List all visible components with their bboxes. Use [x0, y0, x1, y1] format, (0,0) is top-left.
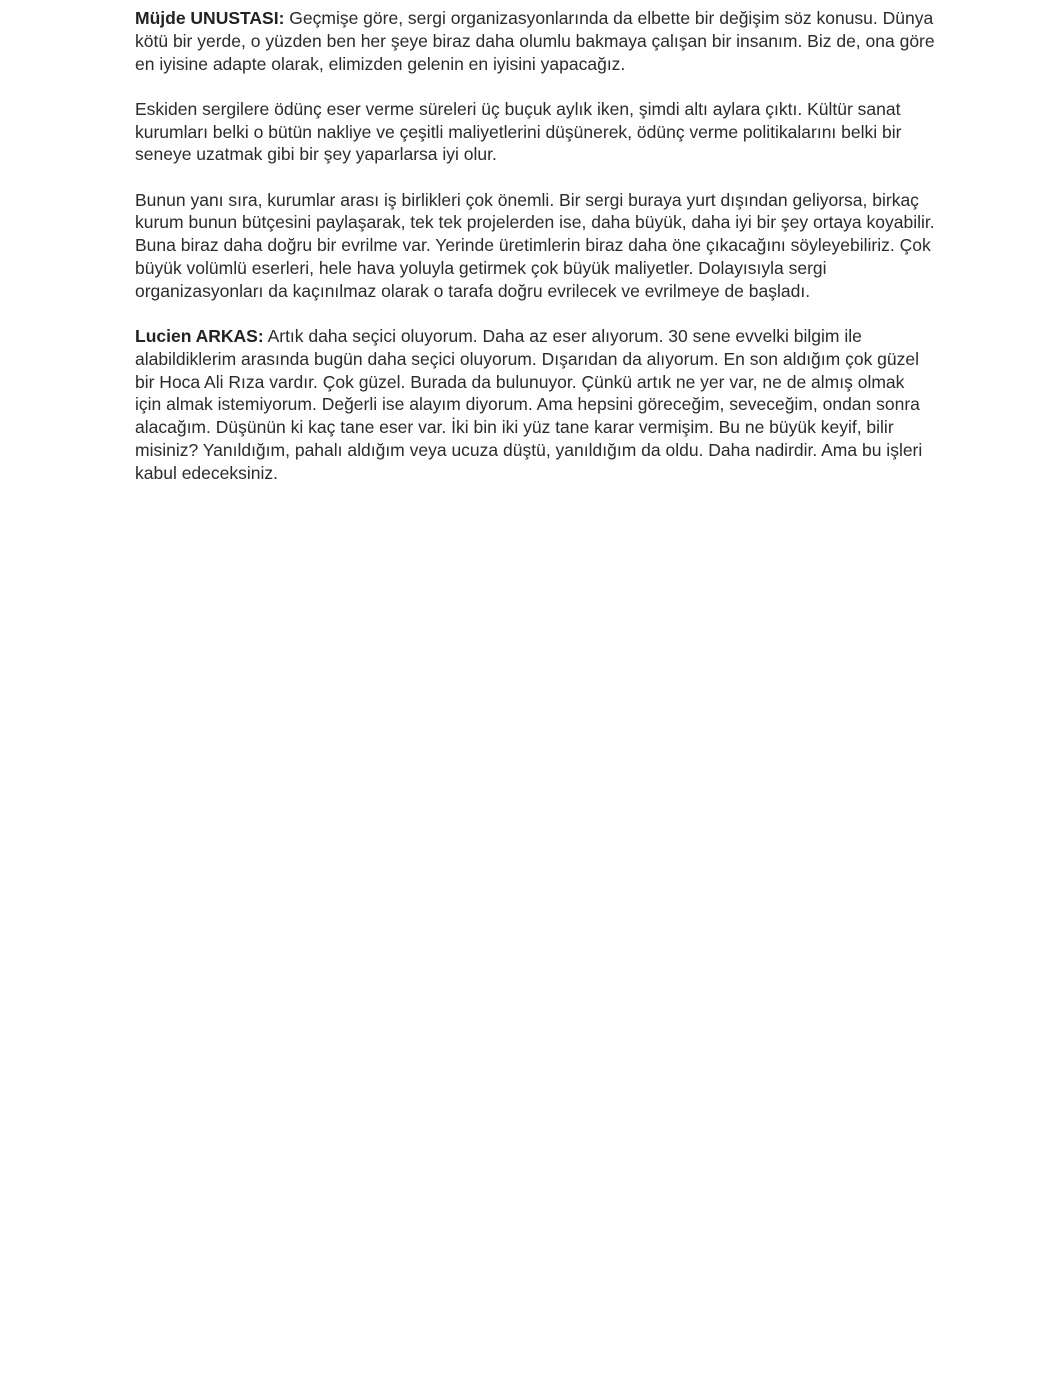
- paragraph-lucien-answer: [135, 325, 935, 485]
- paragraph-text: Eskiden sergilere ödünç eser verme süreleri üç buçuk aylık iken, şimdi altı aylara çıktı. Kültür sanat kurumları belki o bütün nakliye ve çeşitli maliyetlerini düşünerek, ödünç verme politikalarını belki bir seneye uzatmak gibi bir şey yaparlarsa iyi olur.: [135, 98, 902, 165]
- paragraph-collaborations: [135, 189, 935, 303]
- speaker-name: Müjde UNUSTASI:: [135, 8, 285, 28]
- paragraph-text: Artık daha seçici oluyorum. Daha az eser alıyorum. 30 sene evvelki bilgim ile alabildiklerim arasında bugün daha seçici oluyorum. Dışarıdan da alıyorum. En son aldığım çok güzel bir Hoca Ali Rıza vardır. Çok güzel. Burada da bulunuyor. Çünkü artık ne yer var, ne de almış olmak için almak istemiyorum. Değerli ise alayım diyorum. Ama hepsini göreceğim, seveceğim, ondan sonra alacağım. Düşünün ki kaç tane eser var. İki bin iki yüz tane karar vermişim. Bu ne büyük keyif, bilir misiniz? Yanıldığım, pahalı aldığım veya ucuza düştü, yanıldığım da oldu. Daha nadirdir. Ama bu işleri kabul edeceksiniz.: [135, 325, 923, 483]
- paragraph-loan-duration: [135, 98, 935, 166]
- paragraph-text: Geçmişe göre, sergi organizasyonlarında da elbette bir değişim söz konusu. Dünya kötü bir yerde, o yüzden ben her şeye biraz daha olumlu bakmaya çalışan bir insanım. Biz de, ona göre en iyisine adapte olarak, elimizden gelenin en iyisini yapacağız.: [135, 8, 935, 74]
- paragraph-text: Bunun yanı sıra, kurumlar arası iş birlikleri çok önemli. Bir sergi buraya yurt dışından geliyorsa, birkaç kurum bunun bütçesini paylaşarak, tek tek projelerden ise, daha büyük, daha iyi bir şey ortaya koyabilir. Buna biraz daha doğru bir evrilme var. Yerinde üretimlerin biraz daha öne çıkacağını söyleyebiliriz. Çok büyük volümlü eserleri, hele hava yoluyla getirmek çok büyük maliyetler. Dolayısıyla sergi organizasyonları da kaçınılmaz olarak o tarafa doğru evrilecek ve evrilmeye de başladı.: [135, 189, 935, 301]
- paragraph-mujde-intro: [135, 7, 935, 75]
- speaker-name: Lucien ARKAS:: [135, 325, 264, 346]
- article-body: [135, 7, 935, 507]
